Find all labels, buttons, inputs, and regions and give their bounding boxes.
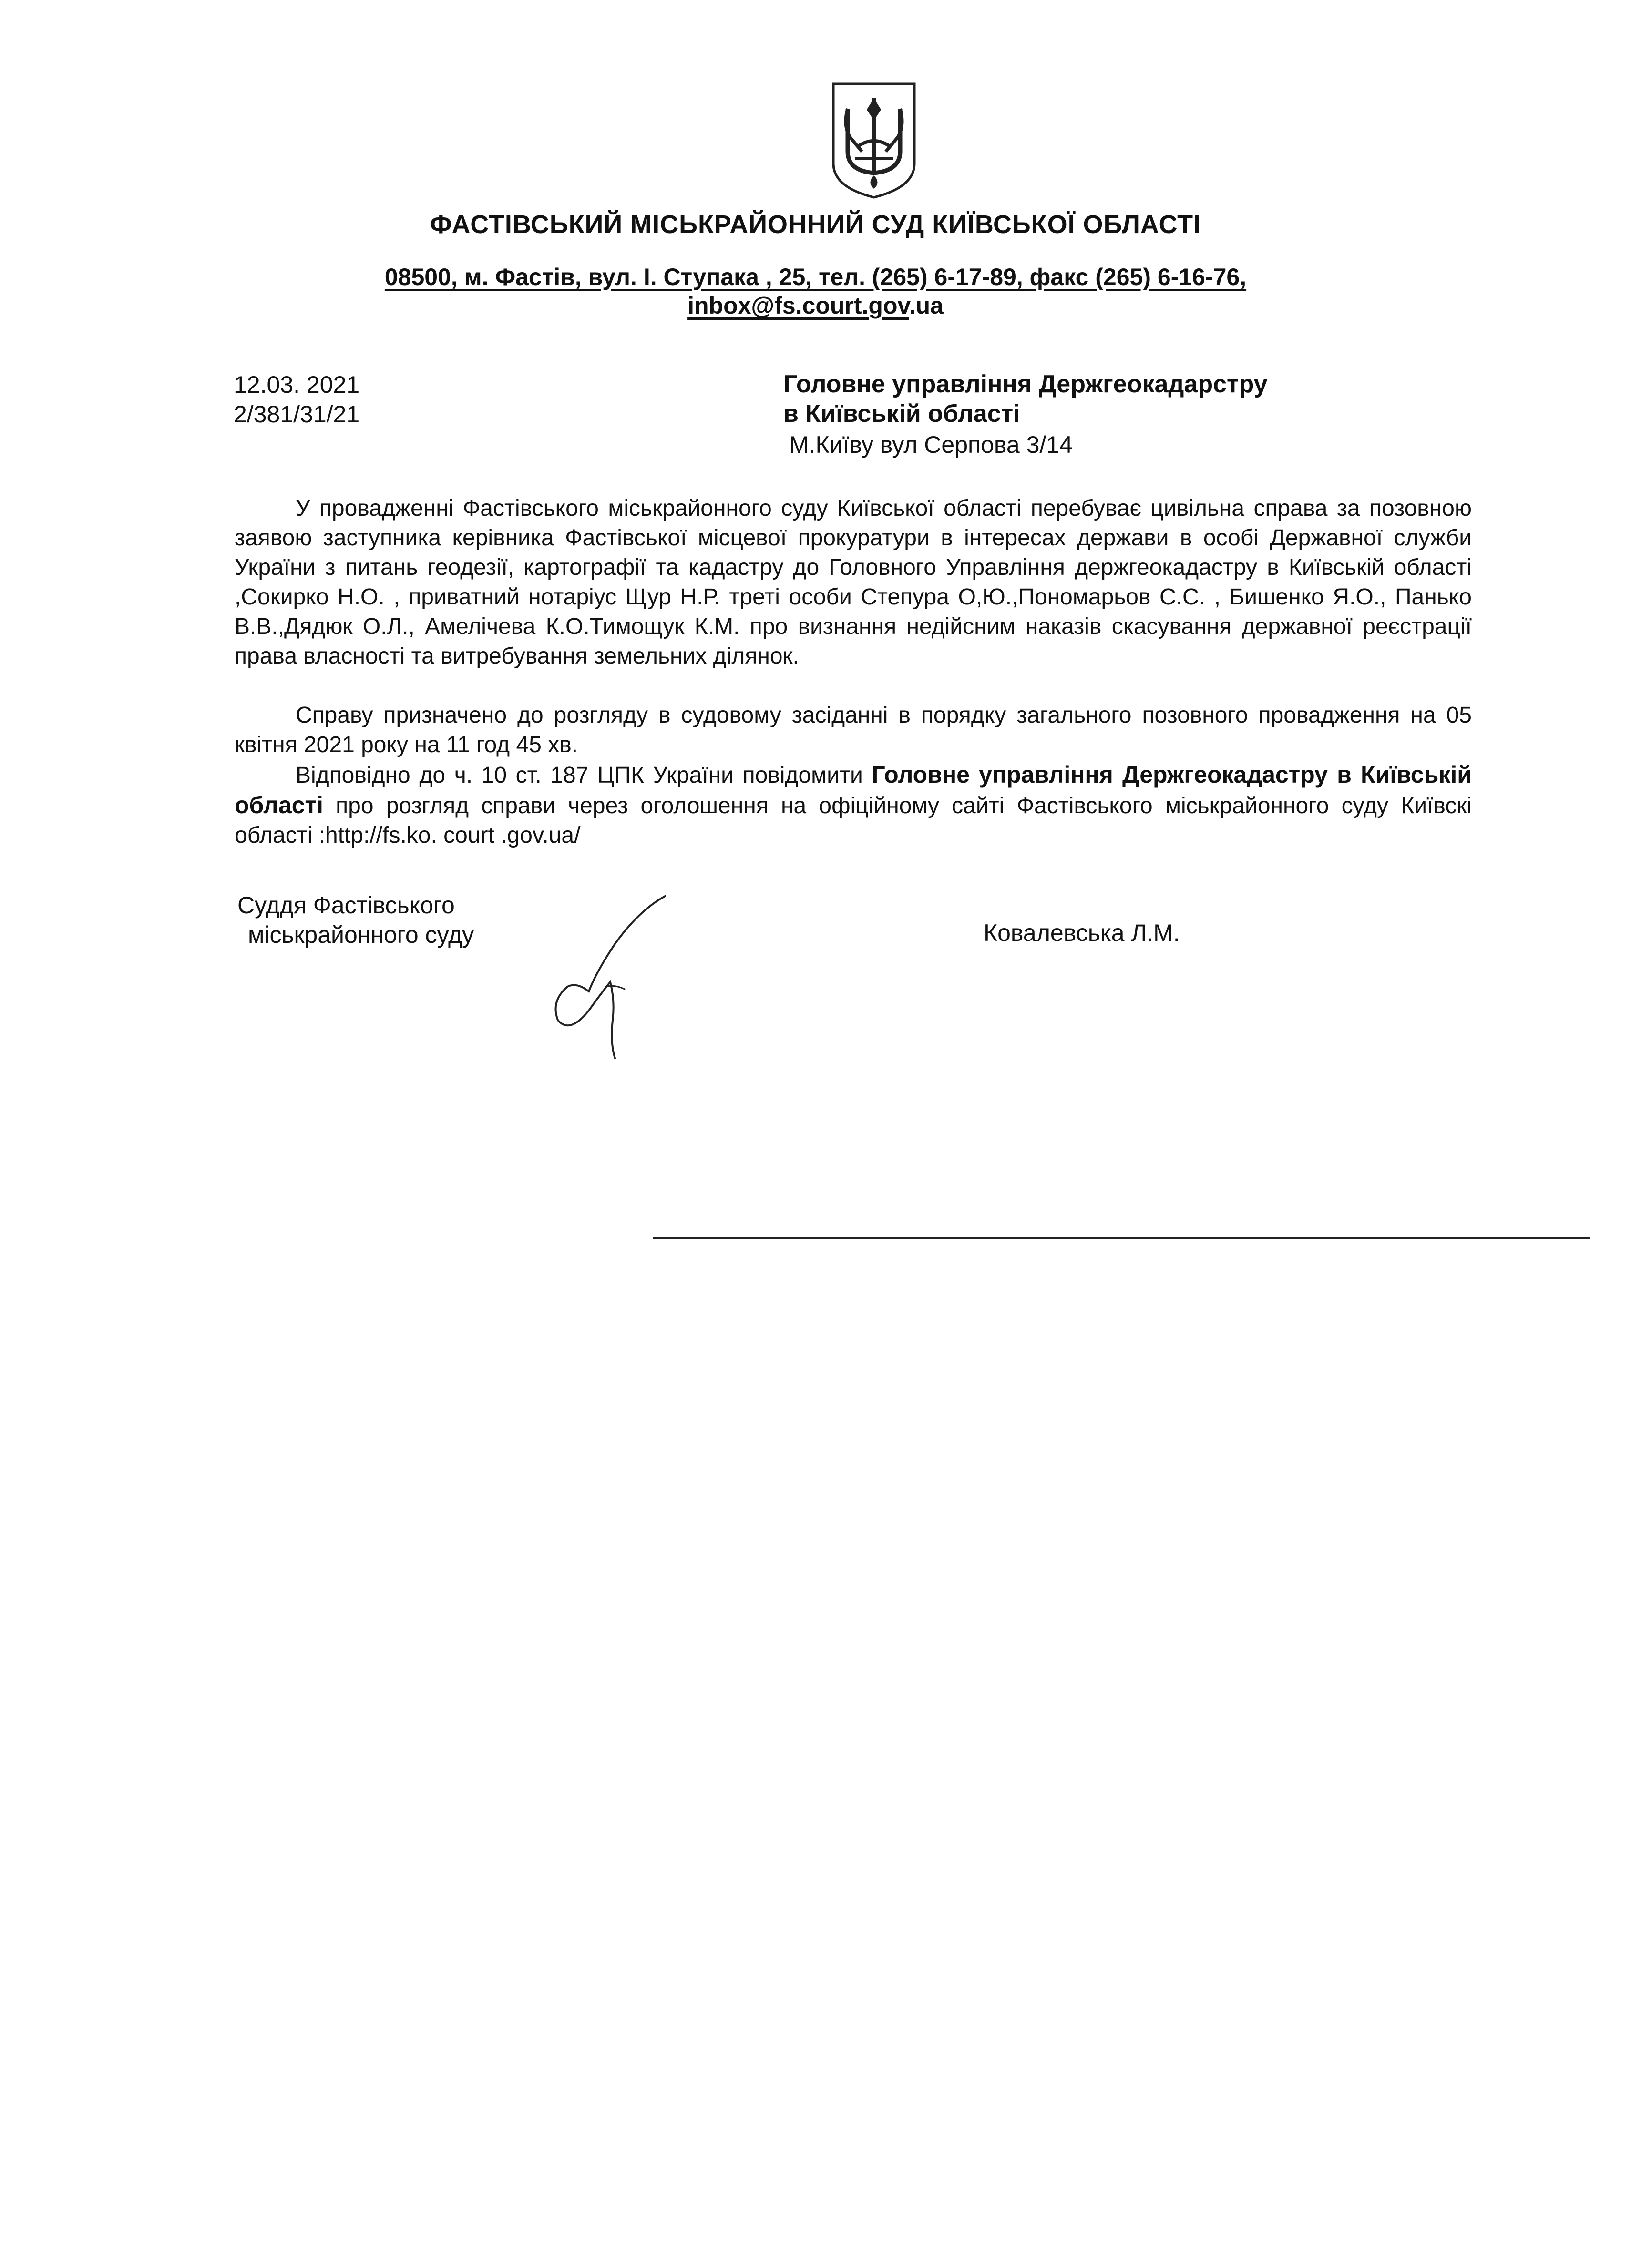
email-link[interactable]: inbox@fs.court.gov bbox=[687, 292, 909, 319]
body-paragraph-3-prefix: Відповідно до ч. 10 ст. 187 ЦПК України повідомити bbox=[296, 763, 872, 788]
court-email bbox=[0, 292, 1631, 319]
court-title: ФАСТІВСЬКИЙ МІСЬКРАЙОННИЙ СУД КИЇВСЬКОЇ ОБЛАСТІ bbox=[430, 210, 1201, 239]
email-suffix: .ua bbox=[909, 292, 944, 319]
judge-title-line-2: міськрайонного суду bbox=[248, 921, 474, 948]
recipient-line-2: в Київській області bbox=[783, 400, 1020, 428]
body-paragraph-3-recipient: Головне управління Держгеокадастру в Київській області bbox=[235, 761, 1472, 818]
court-address: 08500, м. Фастів, вул. І. Ступака , 25, тел. (265) 6-17-89, факс (265) 6-16-76, bbox=[384, 264, 1247, 290]
body-paragraph-2: Справу призначено до розгляду в судовому засіданні в порядку загального позовного провадження на 05 квітня 2021 року на 11 год 45 хв. bbox=[235, 703, 1472, 757]
handwritten-signature bbox=[544, 891, 677, 1063]
document-number: 2/381/31/21 bbox=[234, 401, 360, 428]
recipient-address: М.Київу вул Серпова 3/14 bbox=[789, 431, 1073, 458]
body-paragraph-3 bbox=[235, 760, 1472, 850]
judge-name: Ковалевська Л.М. bbox=[984, 919, 1180, 946]
recipient-line-1: Головне управління Держгеокадарстру bbox=[783, 370, 1268, 398]
document-date: 12.03. 2021 bbox=[234, 371, 360, 398]
bottom-divider bbox=[653, 1237, 1590, 1239]
body-paragraph-3-suffix: про розгляд справи через оголошення на офіційному сайті Фастівського міськрайонного суду Київскі області :http://fs.ko. court .gov.ua/ bbox=[235, 793, 1472, 848]
trident-coat-of-arms-icon bbox=[829, 80, 919, 200]
judge-title-line-1: Суддя Фастівського bbox=[237, 892, 455, 919]
body-paragraph-1: У провадженні Фастівського міськрайонного суду Київської області перебуває цивільна справа за позовною заявою заступника керівника Фастівської місцевої прокуратури в інтересах держави в особі Державної служби України з питань геодезії, картографії та кадастру до Головного Управління держгеокадастру в Київській області ,Сокирко Н.О. , приватний нотаріус Щур Н.Р. треті особи Степура О,Ю.,Пономарьов С.С. , Бишенко Я.О., Панько В.В.,Дядюк О.Л., Амелічева К.О.Тимощук К.М. про визнання недійсним наказів скасування державної реєстрації права власності та витребування земельних ділянок. bbox=[235, 496, 1472, 669]
